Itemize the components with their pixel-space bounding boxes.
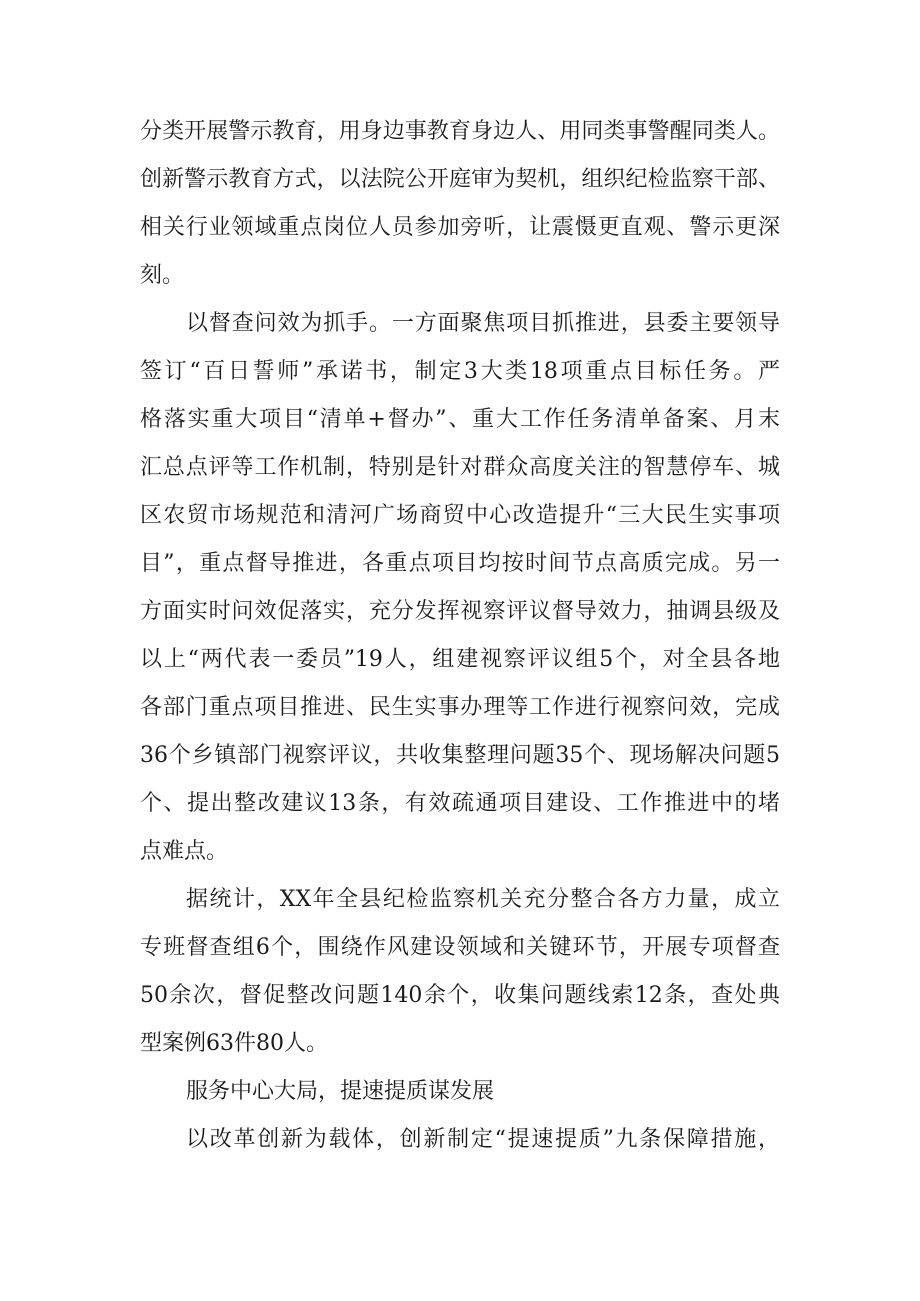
text-line: 格落实重大项目“清单+督办”、重大工作任务清单备案、月末 [140,407,780,432]
text-line: 区农贸市场规范和清河广场商贸中心改造提升“三大民生实事项 [140,503,780,528]
text-line: 以督查问效为抓手。一方面聚焦项目抓推进，县委主要领导 [186,311,780,336]
text-line: 型案例63件80人。 [140,1031,328,1056]
text-line: 分类开展警示教育，用身边事教育身边人、用同类事警醒同类人。 [140,119,780,144]
text-line: 36个乡镇部门视察评议，共收集整理问题35个、现场解决问题5 [140,743,780,768]
text-line: 点难点。 [140,839,229,864]
text-line: 50余次，督促整改问题140余个，收集问题线索12条，查处典 [140,983,780,1008]
text-line: 创新警示教育方式，以法院公开庭审为契机，组织纪检监察干部、 [140,167,780,192]
text-line: 以上“两代表一委员”19人，组建视察评议组5个，对全县各地 [140,647,780,672]
text-line: 汇总点评等工作机制，特别是针对群众高度关注的智慧停车、城 [140,455,780,480]
text-line: 刻。 [140,263,185,288]
text-line: 个、提出整改建议13条，有效疏通项目建设、工作推进中的堵 [140,791,780,816]
text-line: 相关行业领域重点岗位人员参加旁听，让震慑更直观、警示更深 [140,215,780,240]
text-line: 以改革创新为载体，创新制定“提速提质”九条保障措施， [186,1127,780,1152]
text-line: 据统计，XX年全县纪检监察机关充分整合各方力量，成立 [186,887,780,912]
text-line: 方面实时问效促落实，充分发挥视察评议督导效力，抽调县级及 [140,599,780,624]
section-heading: 服务中心大局，提速提质谋发展 [186,1079,495,1104]
text-line: 签订“百日誓师”承诺书，制定3大类18项重点目标任务。严 [140,359,780,384]
text-line: 专班督查组6个，围绕作风建设领域和关键环节，开展专项督查 [140,935,780,960]
text-line: 各部门重点项目推进、民生实事办理等工作进行视察问效，完成 [140,695,780,720]
text-line: 目”，重点督导推进，各重点项目均按时间节点高质完成。另一 [140,551,780,576]
